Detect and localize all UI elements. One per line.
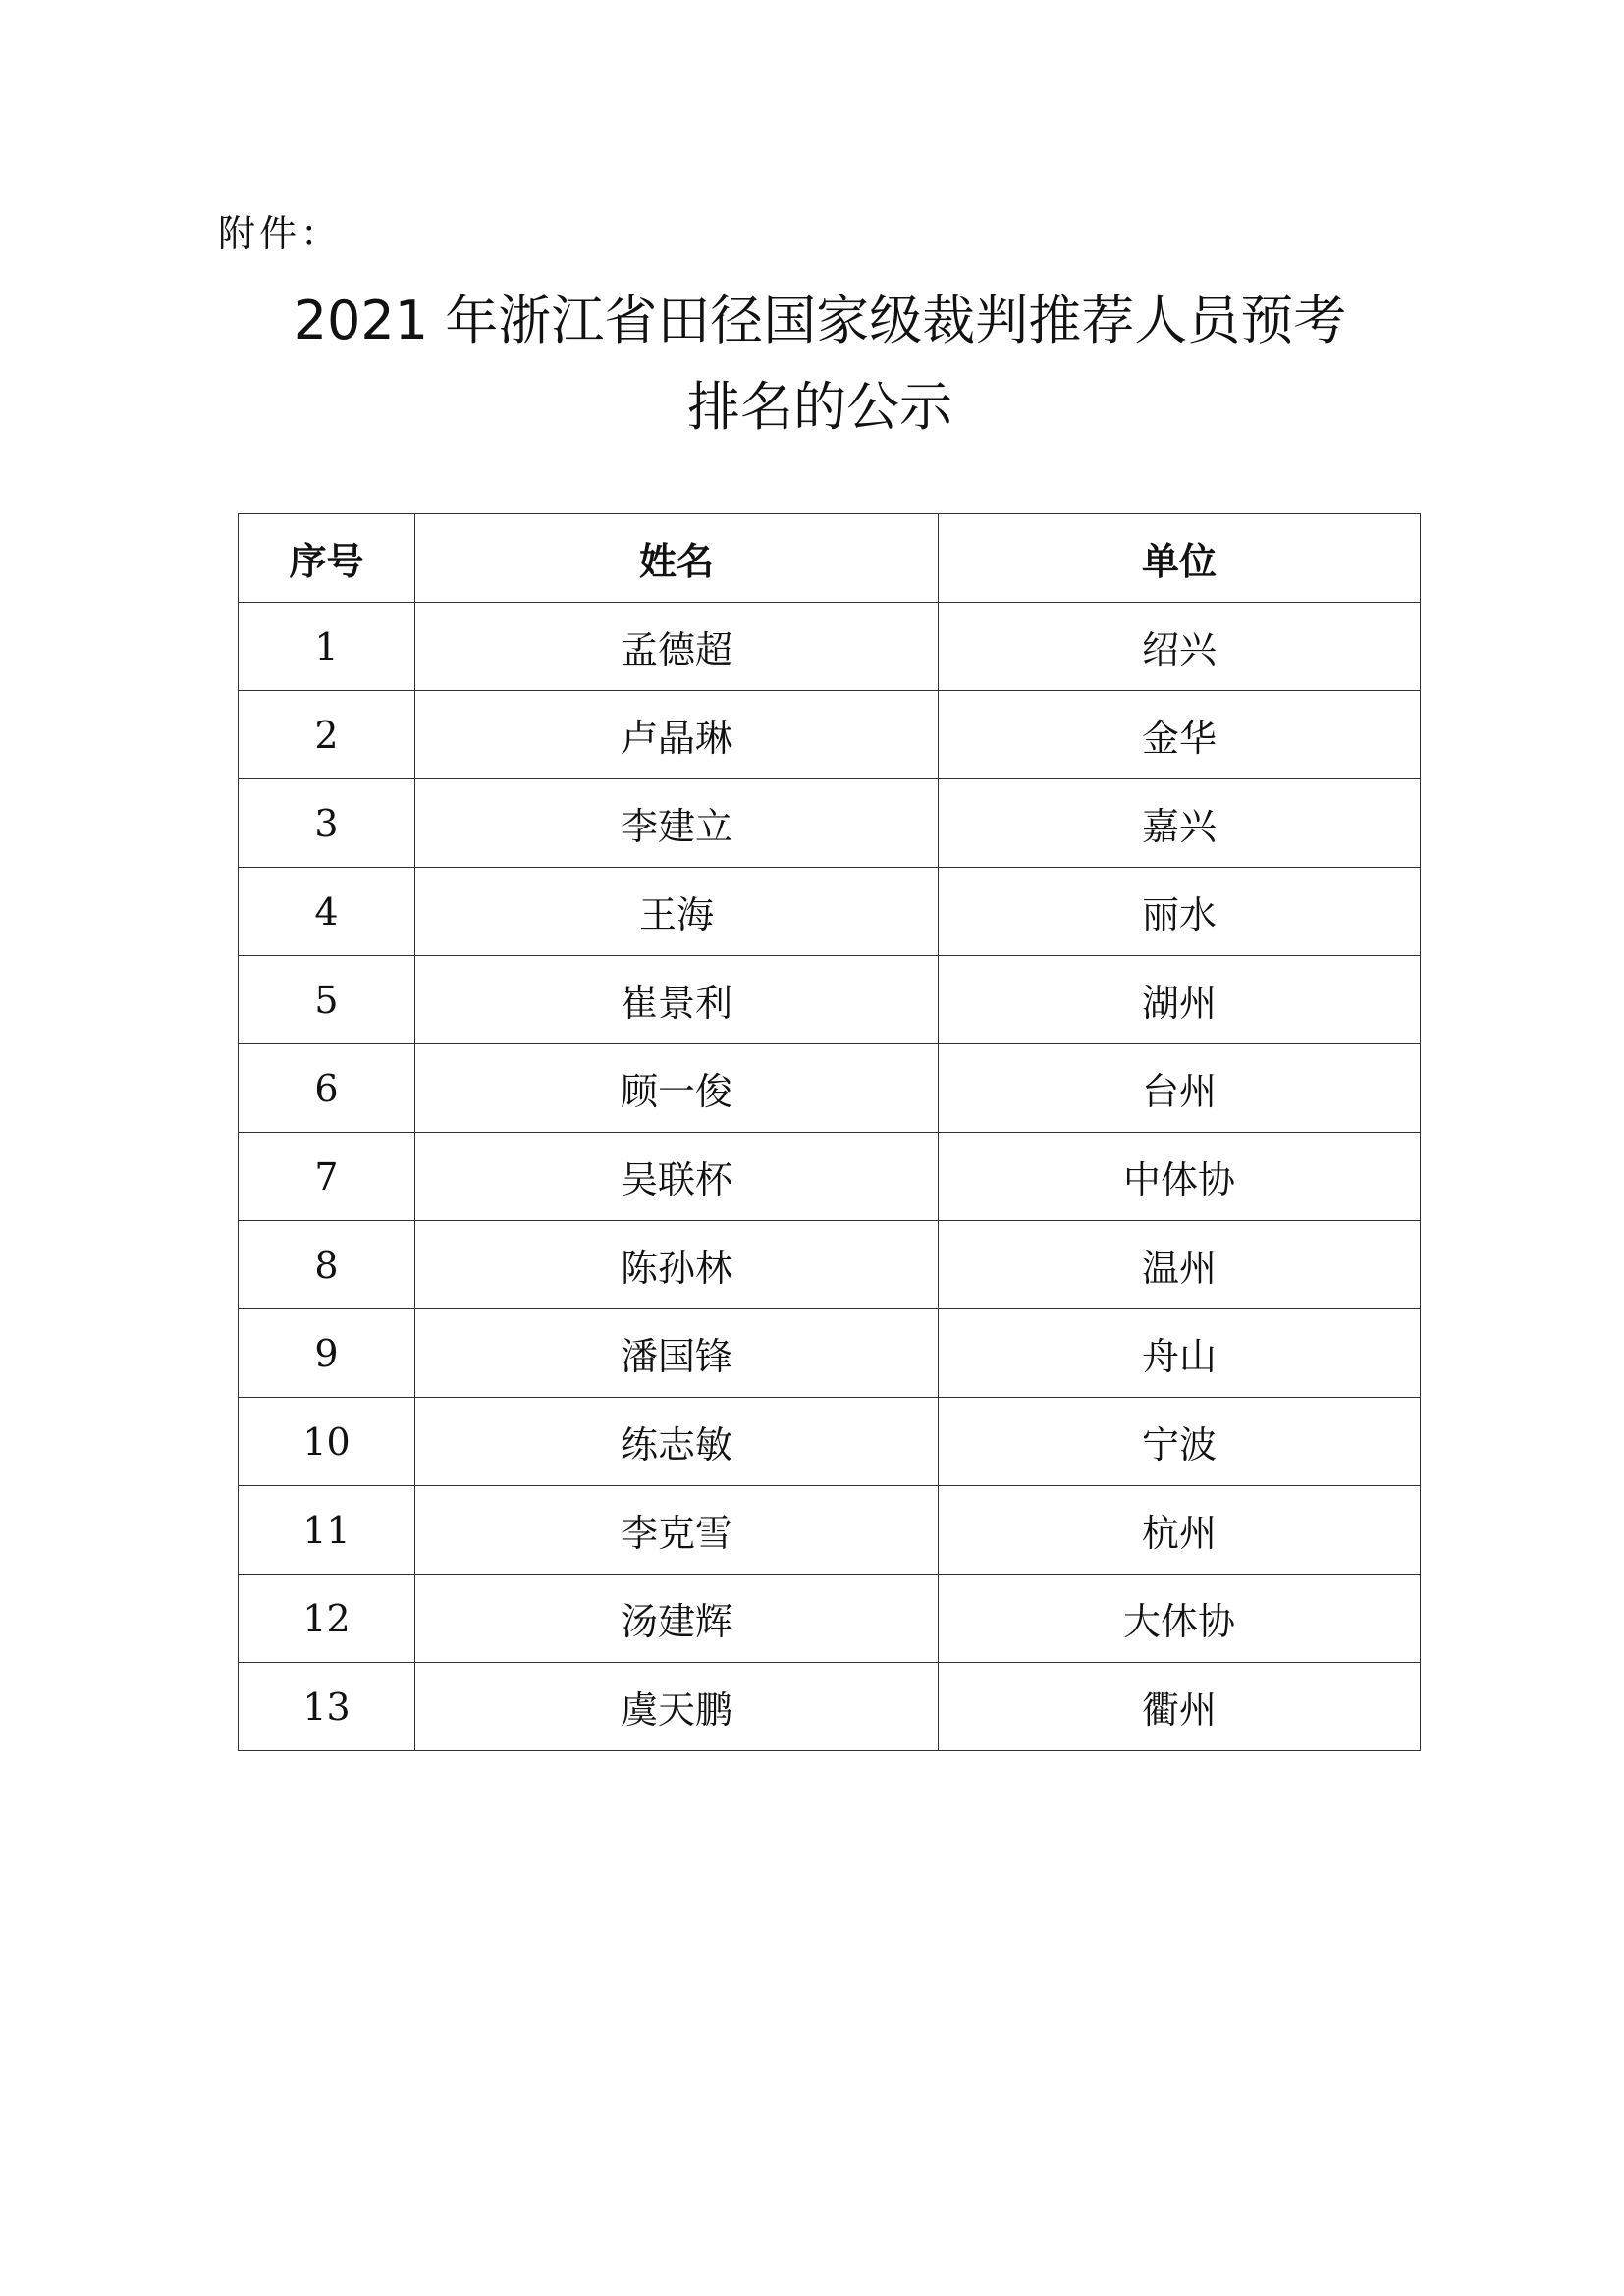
table-row [239,1221,1421,1309]
cell-seq: 2 [239,691,415,779]
title-line-2: 排名的公示 [687,376,952,438]
cell-name: 汤建辉 [415,1575,939,1663]
table-row [239,1663,1421,1751]
table-row [239,1575,1421,1663]
cell-name: 虞天鹏 [415,1663,939,1751]
cell-seq: 13 [239,1663,415,1751]
header-unit: 单位 [939,514,1421,603]
cell-seq: 7 [239,1133,415,1221]
table-header-row [239,514,1421,603]
referee-ranking-table [238,513,1421,1751]
header-seq: 序号 [239,514,415,603]
cell-seq: 3 [239,779,415,868]
cell-seq: 5 [239,956,415,1044]
cell-unit: 金华 [939,691,1421,779]
table-row [239,956,1421,1044]
cell-name: 吴联杯 [415,1133,939,1221]
cell-unit: 绍兴 [939,603,1421,691]
header-name: 姓名 [415,514,939,603]
cell-unit: 温州 [939,1221,1421,1309]
cell-unit: 嘉兴 [939,779,1421,868]
table-row [239,779,1421,868]
cell-seq: 11 [239,1486,415,1575]
cell-seq: 6 [239,1044,415,1133]
cell-name: 潘国锋 [415,1309,939,1398]
table-row [239,1044,1421,1133]
attachment-label: 附件： [218,212,343,255]
cell-seq: 4 [239,868,415,956]
table-row [239,1398,1421,1486]
table-row [239,691,1421,779]
cell-name: 李建立 [415,779,939,868]
document-title [226,278,1414,451]
cell-name: 顾一俊 [415,1044,939,1133]
cell-seq: 10 [239,1398,415,1486]
table-row [239,1133,1421,1221]
cell-unit: 杭州 [939,1486,1421,1575]
table-row [239,868,1421,956]
cell-unit: 丽水 [939,868,1421,956]
cell-unit: 湖州 [939,956,1421,1044]
cell-name: 练志敏 [415,1398,939,1486]
cell-name: 王海 [415,868,939,956]
cell-unit: 中体协 [939,1133,1421,1221]
cell-seq: 12 [239,1575,415,1663]
cell-unit: 舟山 [939,1309,1421,1398]
cell-unit: 宁波 [939,1398,1421,1486]
table-row [239,1309,1421,1398]
cell-name: 崔景利 [415,956,939,1044]
cell-unit: 大体协 [939,1575,1421,1663]
table-row [239,1486,1421,1575]
cell-seq: 9 [239,1309,415,1398]
cell-seq: 1 [239,603,415,691]
table-row [239,603,1421,691]
cell-name: 卢晶琳 [415,691,939,779]
cell-unit: 衢州 [939,1663,1421,1751]
cell-unit: 台州 [939,1044,1421,1133]
cell-name: 李克雪 [415,1486,939,1575]
cell-name: 陈孙林 [415,1221,939,1309]
title-line-1: 2021 年浙江省田径国家级裁判推荐人员预考 [293,290,1347,351]
cell-name: 孟德超 [415,603,939,691]
cell-seq: 8 [239,1221,415,1309]
